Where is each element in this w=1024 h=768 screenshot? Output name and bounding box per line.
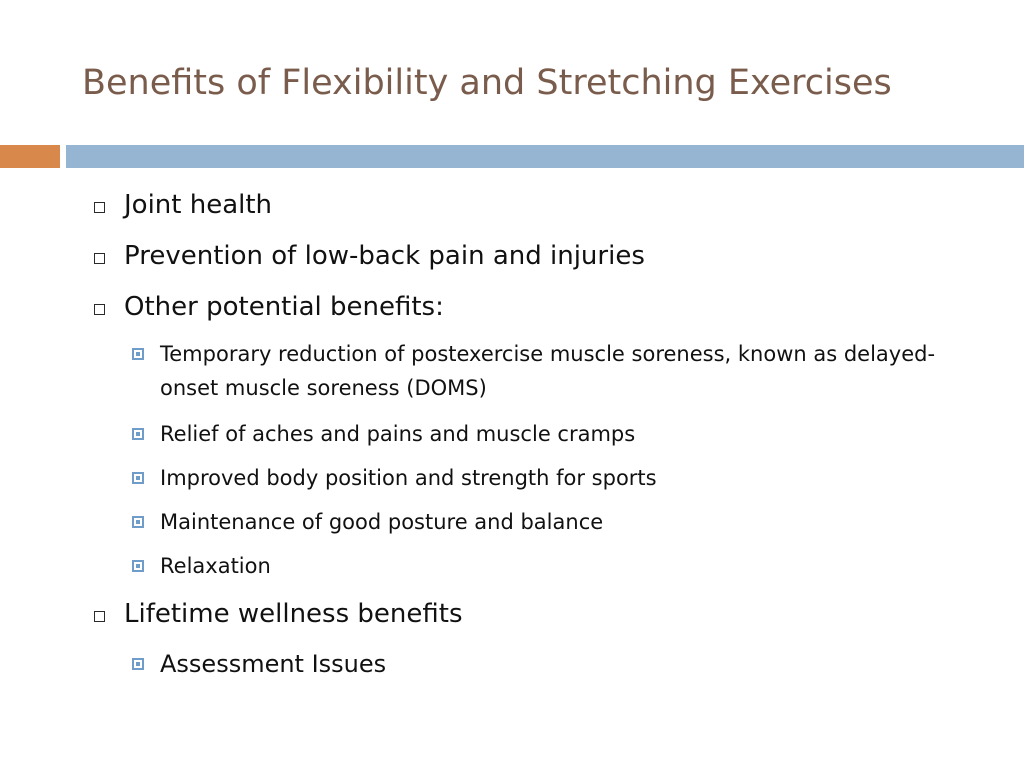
bullet-item-joint-health: Joint health	[124, 190, 273, 220]
bullet-item-prevention: Prevention of low-back pain and injuries	[124, 241, 645, 271]
filled-square-icon	[132, 472, 144, 484]
filled-square-icon	[132, 348, 144, 360]
hollow-square-icon	[94, 304, 105, 315]
hollow-square-icon	[94, 202, 105, 213]
sub-bullet-doms: Temporary reduction of postexercise muscle soreness, known as delayed-onset muscle soreness (DOMS)	[160, 342, 936, 400]
sub-bullet-relaxation: Relaxation	[160, 554, 271, 578]
hollow-square-icon	[94, 253, 105, 264]
sub-bullet-body-position: Improved body position and strength for sports	[160, 466, 657, 490]
bullet-item-lifetime-wellness: Lifetime wellness benefits	[124, 599, 463, 629]
sub-bullet-assessment: Assessment Issues	[160, 650, 387, 678]
filled-square-icon	[132, 428, 144, 440]
hollow-square-icon	[94, 611, 105, 622]
bullet-item-other-benefits: Other potential benefits:	[124, 292, 444, 322]
sub-bullet-posture: Maintenance of good posture and balance	[160, 510, 604, 534]
filled-square-icon	[132, 560, 144, 572]
filled-square-icon	[132, 658, 144, 670]
slide-title: Benefits of Flexibility and Stretching Exercises	[82, 63, 892, 103]
filled-square-icon	[132, 516, 144, 528]
sub-bullet-relief: Relief of aches and pains and muscle cramps	[160, 422, 636, 446]
